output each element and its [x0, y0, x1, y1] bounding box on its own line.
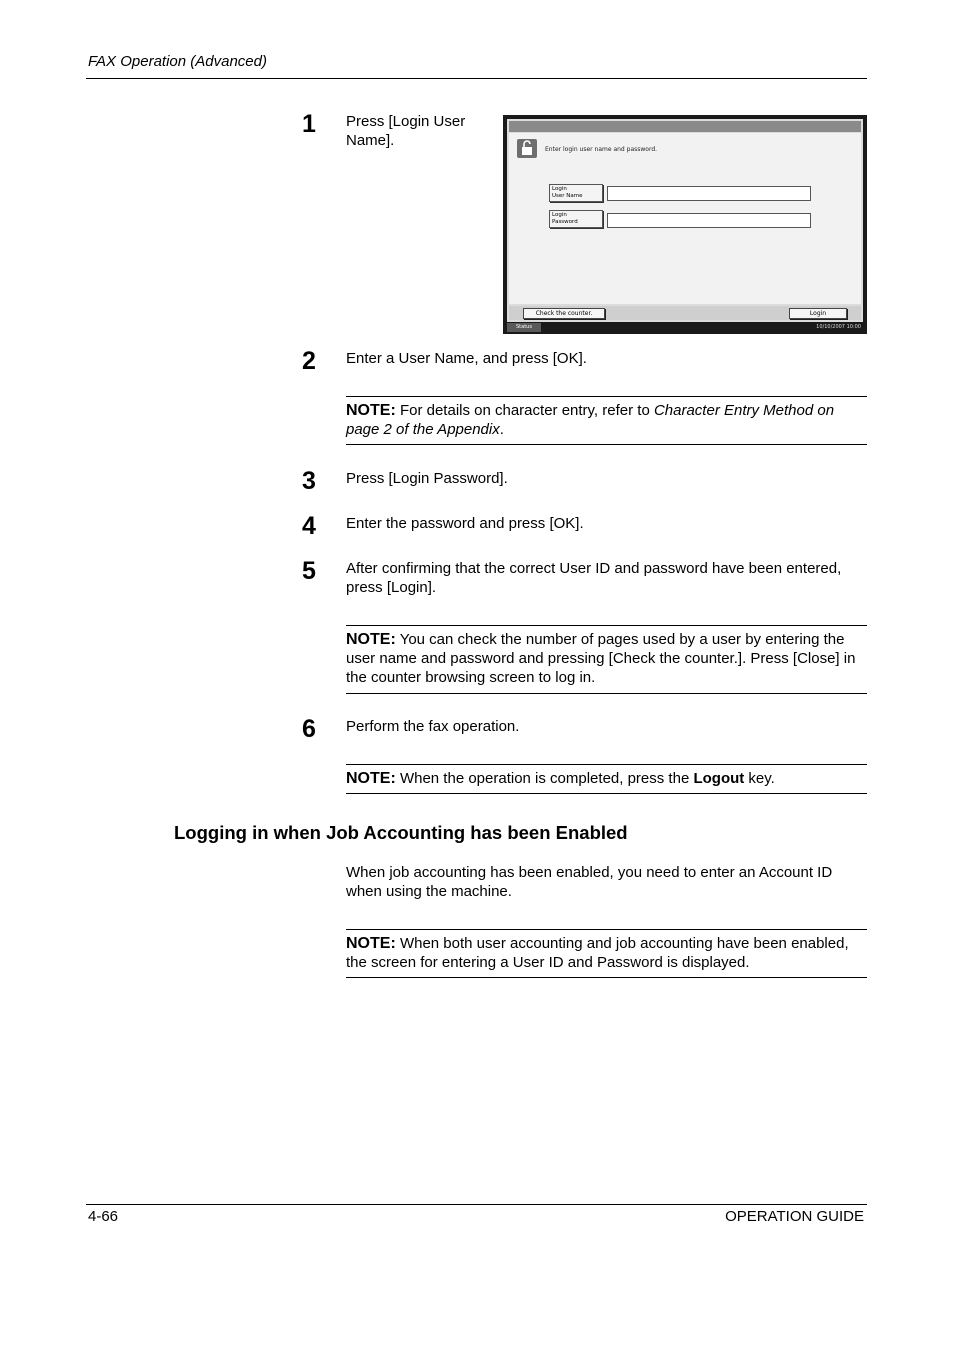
screen-datetime: 10/10/2007 10:00	[816, 324, 861, 330]
step-text: Enter a User Name, and press [OK].	[346, 350, 587, 367]
step-text: Press [Login User Name].	[346, 113, 466, 149]
note-rule-bottom	[346, 793, 867, 794]
note-post: .	[499, 421, 504, 438]
running-header: FAX Operation (Advanced)	[88, 53, 267, 70]
note-label: NOTE:	[346, 402, 396, 419]
padlock-open-icon	[517, 139, 537, 158]
screen-title-bar	[509, 121, 861, 132]
note-rule-bottom	[346, 693, 867, 694]
footer-rule	[86, 1204, 867, 1205]
screen-frame	[507, 119, 863, 322]
step-text: Press [Login Password].	[346, 470, 508, 487]
login-screen-screenshot	[503, 115, 867, 334]
login-password-button[interactable]	[549, 210, 603, 228]
screen-bottom-bar	[509, 306, 861, 320]
note-rule-bottom	[346, 444, 867, 445]
login-user-name-button[interactable]	[549, 184, 603, 202]
screen-content	[509, 133, 861, 304]
note-box	[346, 929, 867, 972]
header-rule	[86, 78, 867, 79]
note-body: When both user accounting and job accounting have been enabled, the screen for entering a User ID and Password is displayed.	[346, 935, 849, 971]
pass-btn-line2: Password	[552, 219, 578, 225]
note-body: You can check the number of pages used by a user by entering the user name and password and pressing [Check the counter.]. Press [Close] in the counter browsing screen to log in.	[346, 631, 856, 686]
note-box	[346, 625, 867, 687]
note-label: NOTE:	[346, 935, 396, 952]
status-button[interactable]: Status	[507, 323, 541, 332]
note-text	[346, 929, 867, 972]
note-pre: When the operation is completed, press the	[399, 770, 694, 787]
note-post: key.	[744, 770, 775, 787]
screen-message: Enter login user name and password.	[545, 146, 658, 153]
note-box	[346, 396, 867, 439]
note-text	[346, 764, 867, 788]
step-text: Enter the password and press [OK].	[346, 515, 584, 532]
note-label: NOTE:	[346, 770, 396, 787]
note-reference: Character Entry Method on page 2 of the Appendix	[346, 402, 835, 438]
logout-key: Logout	[693, 770, 745, 787]
note-text	[346, 625, 867, 687]
step-number: 6	[302, 715, 316, 743]
user-btn-line2: User Name	[552, 193, 583, 199]
page-number: 4-66	[88, 1208, 119, 1225]
note-label: NOTE:	[346, 631, 396, 648]
section-heading: Logging in when Job Accounting has been Enabled	[174, 822, 628, 843]
login-user-name-field[interactable]	[607, 186, 811, 201]
note-rule-bottom	[346, 977, 867, 978]
step-number: 2	[302, 347, 316, 375]
section-body: When job accounting has been enabled, you need to enter an Account ID when using the machine.	[346, 864, 833, 900]
step-text: Perform the fax operation.	[346, 718, 520, 735]
step-number: 3	[302, 467, 316, 495]
step-text: After confirming that the correct User ID and password have been entered, press [Login].	[346, 560, 842, 596]
note-box	[346, 764, 867, 788]
note-text	[346, 396, 867, 439]
pass-btn-line1: Login	[552, 212, 567, 218]
note-pre: For details on character entry, refer to	[399, 402, 654, 419]
user-btn-line1: Login	[552, 186, 567, 192]
step-number: 4	[302, 512, 316, 540]
login-password-field[interactable]	[607, 213, 811, 228]
login-button[interactable]: Login	[789, 308, 847, 319]
step-number: 1	[302, 110, 316, 138]
step-number: 5	[302, 557, 316, 585]
check-counter-button[interactable]: Check the counter.	[523, 308, 605, 319]
footer-guide-title: OPERATION GUIDE	[725, 1208, 864, 1225]
